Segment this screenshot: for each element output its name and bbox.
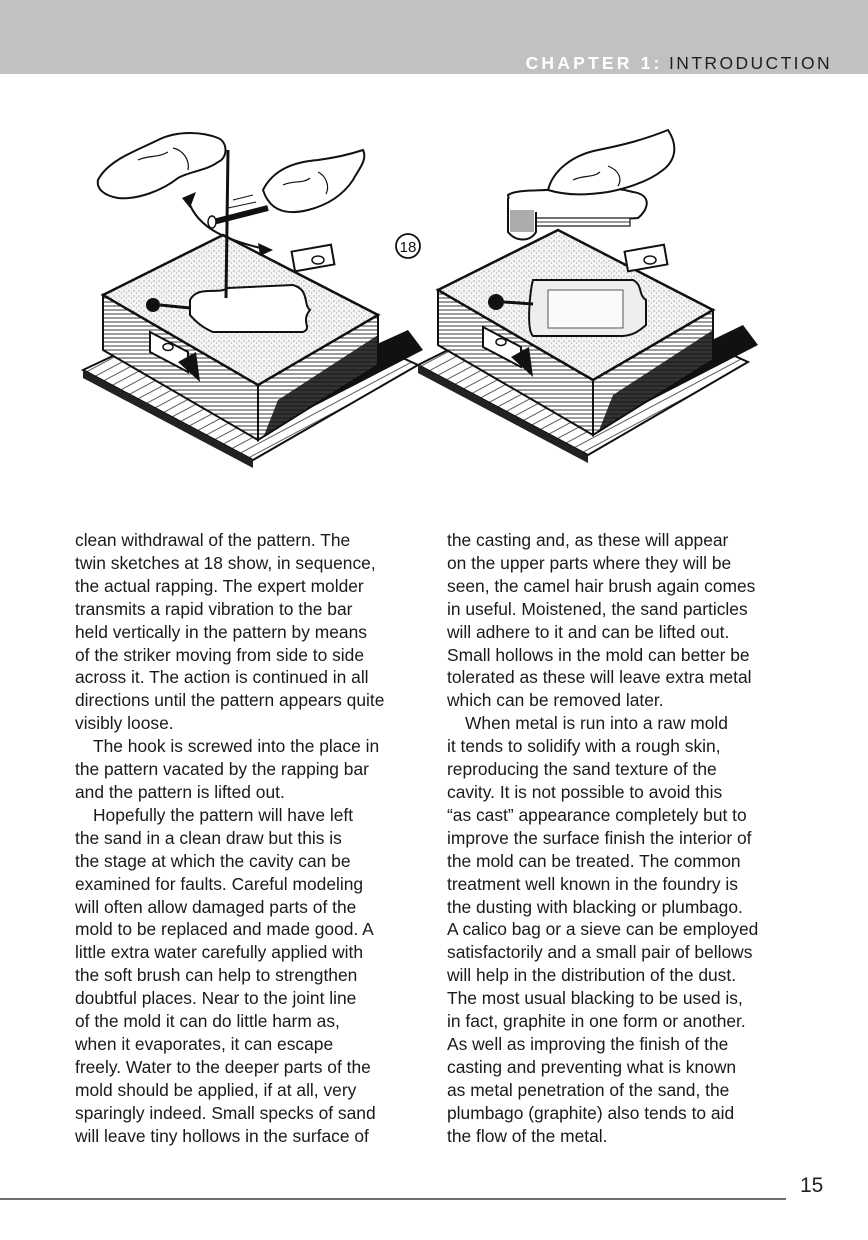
text-line: treatment well known in the foundry is: [447, 873, 738, 894]
chapter-heading: [526, 53, 832, 73]
text-line: as metal penetration of the sand, the: [447, 1079, 730, 1100]
text-line: the dusting with blacking or plumbago.: [447, 896, 743, 917]
text-line: the actual rapping. The expert molder: [75, 575, 364, 596]
text-line: in useful. Moistened, the sand particles: [447, 598, 748, 619]
text-line: little extra water carefully applied with: [75, 942, 364, 963]
text-line: the casting and, as these will appear: [447, 530, 729, 550]
text-line: directions until the pattern appears quite: [75, 690, 385, 711]
text-line: held vertically in the pattern by means: [75, 621, 367, 642]
text-line: freely. Water to the deeper parts of the: [75, 1056, 371, 1077]
text-line: satisfactorily and a small pair of bellows: [447, 942, 753, 963]
right-sketch-lifting: [418, 130, 758, 463]
text-line: the stage at which the cavity can be: [75, 850, 351, 871]
text-line: will leave tiny hollows in the surface of: [75, 1125, 369, 1146]
footer-rule: [0, 1198, 786, 1200]
right-hand: [263, 150, 364, 212]
text-line: A calico bag or a sieve can be employed: [447, 919, 759, 940]
text-line: casting and preventing what is known: [447, 1056, 737, 1077]
text-line: cavity. It is not possible to avoid this: [447, 781, 723, 802]
page-number: 15: [800, 1174, 824, 1197]
text-line: The hook is screwed into the place in: [93, 736, 380, 757]
text-line: when it evaporates, it can escape: [75, 1033, 334, 1054]
text-line: on the upper parts where they will be: [447, 552, 732, 573]
chapter-label: CHAPTER 1: [525, 53, 654, 73]
body-column-right: [447, 529, 797, 1147]
text-line: plumbago (graphite) also tends to aid: [447, 1102, 735, 1123]
text-line: will often allow damaged parts of the: [75, 896, 357, 917]
text-line: twin sketches at 18 show, in sequence,: [75, 552, 376, 573]
figure-label-badge: [396, 234, 420, 258]
body-column-left: [75, 529, 420, 1147]
text-line: of the mold it can do little harm as,: [75, 1011, 340, 1032]
text-line: it tends to solidify with a rough skin,: [447, 736, 721, 757]
text-line: Small hollows in the mold can better be: [447, 644, 750, 665]
text-line: tolerated as these will leave extra metal: [447, 667, 752, 688]
left-hand: [98, 133, 226, 198]
text-line: mold to be replaced and made good. A: [75, 919, 374, 940]
chapter-title: INTRODUCTION: [661, 53, 832, 73]
pattern-shape: [190, 285, 310, 332]
text-line: As well as improving the finish of the: [447, 1033, 729, 1054]
text-line: mold should be applied, if at all, very: [75, 1079, 357, 1100]
text-line: examined for faults. Careful modeling: [75, 873, 364, 894]
text-line: across it. The action is continued in all: [75, 667, 369, 688]
text-line: which can be removed later.: [447, 690, 664, 711]
chapter-header-bar: [0, 0, 868, 74]
chapter-colon: :: [653, 53, 662, 73]
text-line: seen, the camel hair brush again comes: [447, 575, 756, 596]
text-line: doubtful places. Near to the joint line: [75, 988, 357, 1009]
striker: [213, 208, 268, 222]
text-line: “as cast” appearance completely but to: [447, 804, 747, 825]
text-line: the soft brush can help to strengthen: [75, 965, 358, 986]
text-line: reproducing the sand texture of the: [447, 759, 717, 780]
figure-rapping-illustration: [78, 100, 790, 510]
text-line: visibly loose.: [75, 713, 174, 734]
text-line: transmits a rapid vibration to the bar: [75, 598, 353, 619]
lifting-hand: [548, 130, 674, 194]
text-line: the mold can be treated. The common: [447, 850, 741, 871]
text-line: the flow of the metal.: [447, 1125, 608, 1146]
left-sketch-rapping: [83, 133, 423, 468]
text-line: will help in the distribution of the dust.: [447, 965, 737, 986]
text-line: improve the surface finish the interior of: [447, 827, 752, 848]
text-line: in fact, graphite in one form or another.: [447, 1011, 746, 1032]
text-line: of the striker moving from side to side: [75, 644, 364, 665]
text-line: the pattern vacated by the rapping bar: [75, 759, 369, 780]
text-line: clean withdrawal of the pattern. The: [75, 530, 351, 550]
text-line: When metal is run into a raw mold: [465, 713, 728, 734]
text-line: Hopefully the pattern will have left: [93, 804, 354, 825]
text-line: the sand in a clean draw but this is: [75, 827, 342, 848]
text-line: The most usual blacking to be used is,: [447, 988, 743, 1009]
text-line: will adhere to it and can be lifted out.: [447, 621, 730, 642]
figure-label: 18: [399, 239, 417, 256]
text-line: sparingly indeed. Small specks of sand: [75, 1102, 376, 1123]
text-line: and the pattern is lifted out.: [75, 781, 285, 802]
rapping-bar: [226, 150, 228, 298]
